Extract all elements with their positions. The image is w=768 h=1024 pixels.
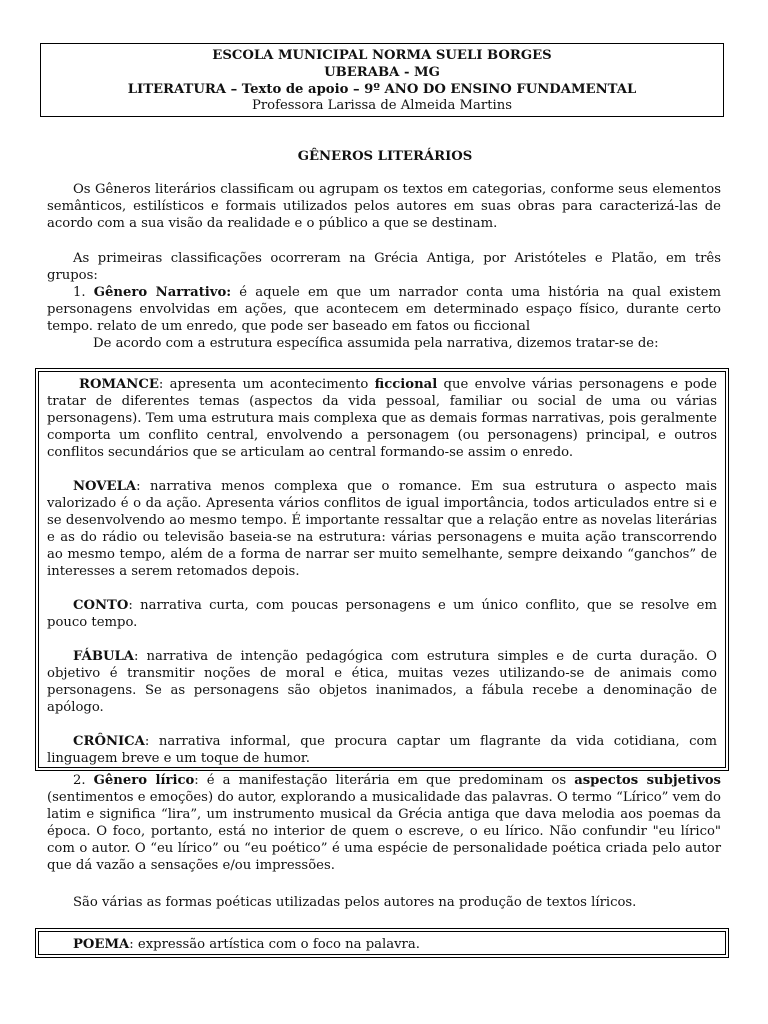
fabula-term: FÁBULA bbox=[73, 649, 134, 664]
narrative-structure-line: De acordo com a estrutura específica assumida pela narrativa, dizemos tratar-se de: bbox=[93, 336, 659, 351]
narrative-types-box bbox=[35, 368, 729, 771]
novela-text: : narrativa menos complexa que o romance. Em sua estrutura o aspecto mais valorizado é o da ação. Apresenta vários conflitos de igual importância, todos articulados entre si e se desenvolvendo ao mesmo tempo. É importante ressaltar que a relação entre as novelas literárias e as do rádio ou televisão baseia-se na estrutura: várias personagens e muita ação transcorrendo ao mesmo tempo, além de a forma de narrar ser muito semelhante, sempre deixando “ganchos” de interesses a serem retomados depois. bbox=[47, 479, 717, 579]
page-title: GÊNEROS LITERÁRIOS bbox=[297, 149, 473, 164]
lyric-number: 2. bbox=[73, 773, 86, 788]
romance-text-a: : apresenta um acontecimento bbox=[158, 377, 375, 392]
novela-term: NOVELA bbox=[73, 479, 137, 494]
lyric-types-box bbox=[35, 928, 729, 958]
conto-term: CONTO bbox=[73, 598, 129, 613]
school-header bbox=[40, 43, 724, 117]
narrative-term: Gênero Narrativo: bbox=[93, 285, 232, 300]
lyric-forms-paragraph: São várias as formas poéticas utilizadas pelos autores na produção de textos líricos. bbox=[73, 895, 637, 910]
poema-term: POEMA bbox=[73, 937, 130, 952]
conto-entry bbox=[47, 597, 717, 631]
narrative-text: é aquele em que um narrador conta uma história na qual existem personagens envolvidas em ações, que acontecem em determinado espaço físico, durante certo tempo. relato de um enredo, que pode ser baseado em fatos ou ficcional bbox=[47, 285, 721, 334]
school-name: ESCOLA MUNICIPAL NORMA SUELI BORGES bbox=[212, 48, 552, 63]
cronica-text: : narrativa informal, que procura captar um flagrante da vida cotidiana, com linguagem breve e um toque de humor. bbox=[47, 734, 717, 766]
lyric-term: Gênero lírico bbox=[93, 773, 195, 788]
lyric-text-a: : é a manifestação literária em que predominam os bbox=[194, 773, 575, 788]
poema-entry bbox=[47, 936, 717, 953]
lyric-genre-paragraph bbox=[47, 772, 721, 874]
teacher-name: Professora Larissa de Almeida Martins bbox=[251, 98, 512, 114]
narrative-number: 1. bbox=[73, 285, 86, 300]
novela-entry bbox=[47, 478, 717, 580]
romance-text-b: que envolve várias personagens e pode tratar de diferentes temas (aspectos da vida pessoal, familiar ou social de uma ou várias personagens). Tem uma estrutura mais complexa que as demais formas narrativas, pois geralmente comporta um conflito central, envolvendo a personagem (ou personagens) principal, e outros conflitos secundários que se articulam ao central formando-se assim o enredo. bbox=[47, 377, 717, 460]
romance-highlight: ficcional bbox=[374, 377, 438, 392]
lyric-text-b: (sentimentos e emoções) do autor, explorando a musicalidade das palavras. O termo “Lírico” vem do latim e significa “lira”, um instrumento musical da Grécia antiga que dava melodia aos poemas da época. O foco, portanto, está no interior de quem o escreve, o eu lírico. Não confundir "eu lírico" com o autor. O “eu lírico” ou “eu poético” é uma espécie de personalidade poética criada pelo autor que dá vazão a sensações e/ou impressões. bbox=[47, 790, 721, 873]
conto-text: : narrativa curta, com poucas personagens e um único conflito, que se resolve em pouco tempo. bbox=[47, 598, 717, 630]
narrative-genre-paragraph bbox=[47, 284, 721, 335]
cronica-entry bbox=[47, 733, 717, 767]
fabula-entry bbox=[47, 648, 717, 716]
course-line: LITERATURA – Texto de apoio – 9º ANO DO ENSINO FUNDAMENTAL bbox=[127, 81, 637, 97]
romance-entry bbox=[47, 376, 717, 461]
intro-paragraph: Os Gêneros literários classificam ou agrupam os textos em categorias, conforme seus elementos semânticos, estilísticos e formais utilizados pelos autores em suas obras para caracterizá-las de acordo com a sua visão da realidade e o público a que se destinam. bbox=[47, 182, 721, 231]
classifications-paragraph: As primeiras classificações ocorreram na Grécia Antiga, por Aristóteles e Platão, em três grupos: bbox=[47, 251, 721, 283]
romance-term: ROMANCE bbox=[79, 377, 159, 392]
fabula-text: : narrativa de intenção pedagógica com estrutura simples e de curta duração. O objetivo é transmitir noções de moral e ética, muitas vezes utilizando-se de animais como personagens. Se as personagens são objetos inanimados, a fábula recebe a denominação de apólogo. bbox=[47, 649, 717, 715]
cronica-term: CRÔNICA bbox=[73, 734, 145, 749]
lyric-highlight: aspectos subjetivos bbox=[574, 773, 721, 788]
school-city: UBERABA - MG bbox=[324, 64, 440, 80]
poema-text: : expressão artística com o foco na palavra. bbox=[129, 937, 420, 952]
